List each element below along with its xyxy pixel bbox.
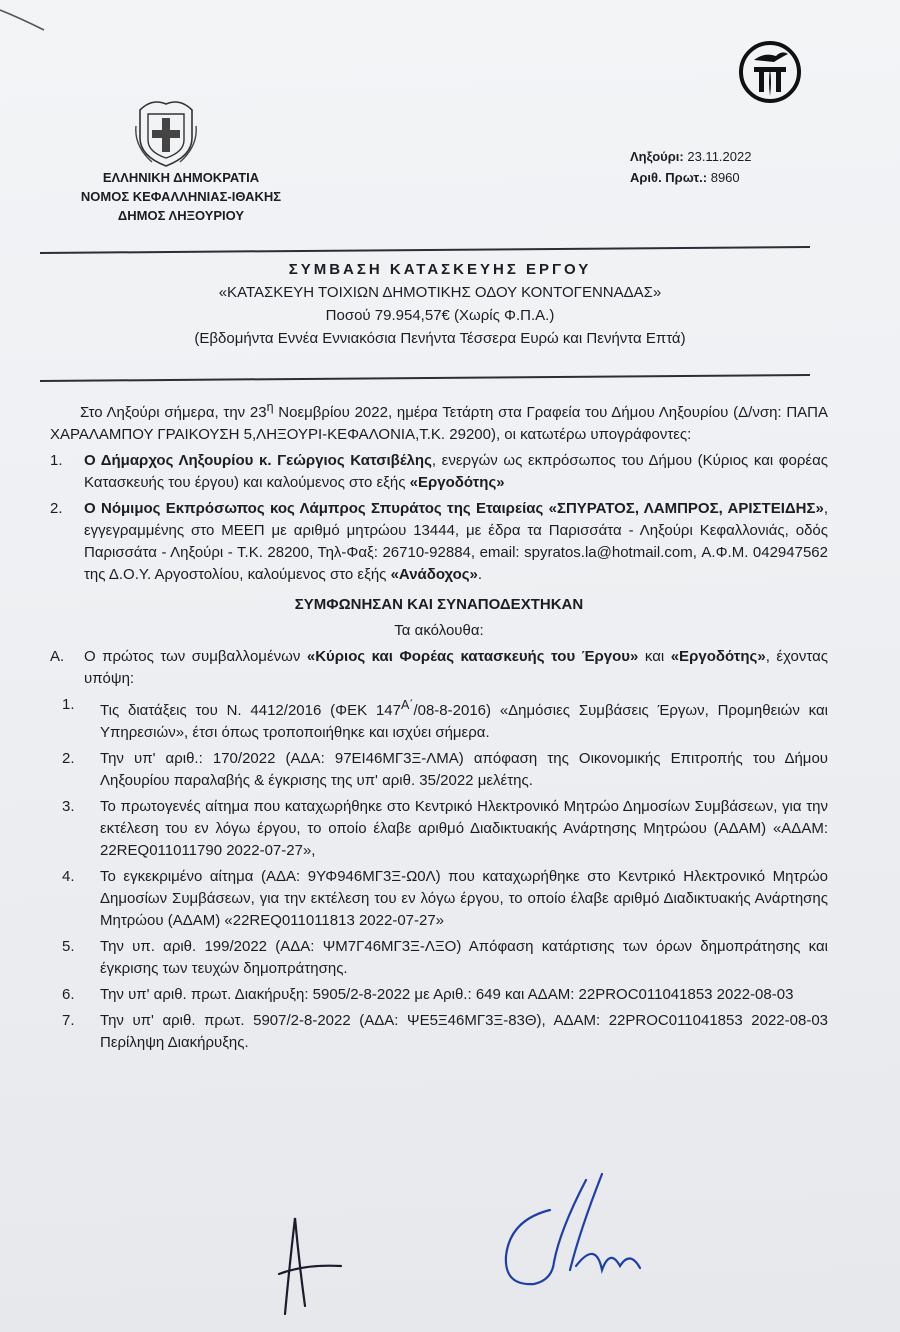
- list-item: [50, 936, 828, 980]
- party-1-role: «Εργοδότης»: [409, 474, 505, 491]
- authority-line-3: ΔΗΜΟΣ ΛΗΞΟΥΡΙΟΥ: [117, 208, 245, 223]
- employer-signature: [255, 1210, 350, 1320]
- party-1-name: Ο Δήμαρχος Ληξουρίου κ. Γεώργιος Κατσιβέλης: [84, 452, 432, 469]
- greek-coat-of-arms-emblem: [132, 96, 200, 168]
- item-number: 7.: [62, 1012, 75, 1029]
- municipality-logo: [738, 40, 802, 104]
- item-text-cont: /08-8-2016) «Δημόσιες Συμβάσεις Έργων, Προμηθειών και Υπηρεσιών», έτσι όπως τροποποιήθηκε και ισχύει σήμερα.: [100, 702, 828, 741]
- item-number: 4.: [62, 868, 75, 885]
- section-a-text-2: και: [638, 648, 671, 665]
- section-a-text-1: Ο πρώτος των συμβαλλομένων: [84, 648, 307, 665]
- intro-paragraph: [50, 396, 828, 446]
- following-label: Τα ακόλουθα:: [394, 622, 484, 639]
- party-2-name: Ο Νόμιμος Εκπρόσωπος κος Λάμπρος Σπυράτος της Εταιρείας «ΣΠΥΡΑΤΟΣ, ΛΑΜΠΡΟΣ, ΑΡΙΣΤΕΙΔΗΣ»: [84, 500, 824, 517]
- protocol-label: Αριθ. Πρωτ.:: [630, 170, 708, 185]
- date-value: 23.11.2022: [687, 149, 752, 164]
- list-item: [50, 866, 828, 932]
- project-name: «ΚΑΤΑΣΚΕΥΗ ΤΟΙΧΙΩΝ ΔΗΜΟΤΙΚΗΣ ΟΔΟΥ ΚΟΝΤΟΓΕΝΝΑΔΑΣ»: [218, 284, 662, 301]
- authority-line-2: ΝΟΜΟΣ ΚΕΦΑΛΛΗΝΙΑΣ-ΙΘΑΚΗΣ: [80, 189, 282, 204]
- protocol-number: [630, 167, 820, 188]
- party-1-number: 1.: [50, 452, 63, 469]
- item-number: 3.: [62, 798, 75, 815]
- paper-crease: [0, 0, 60, 40]
- contract-title: ΣΥΜΒΑΣΗ ΚΑΤΑΣΚΕΥΗΣ ΕΡΓΟΥ: [288, 261, 592, 278]
- item-text: Την υπ' αριθ. πρωτ. 5907/2-8-2022 (ΑΔΑ: ΨΕ5Ξ46ΜΓ3Ξ-83Θ), ΑΔΑΜ: 22PROC011041853 2022-08-03 Περίληψη Διακήρυξης.: [100, 1012, 828, 1051]
- item-text: Την υπ' αριθ.: 170/2022 (ΑΔΑ: 97ΕΙ46ΜΓ3Ξ-ΛΜΑ) απόφαση της Οικονομικής Επιτροπής του Δήμου Ληξουρίου παραλαβής & έγκρισης της υπ' αριθ. 35/2022 μελέτης.: [100, 750, 828, 789]
- party-2-role: «Ανάδοχος»: [390, 566, 478, 583]
- item-text: Την υπ. αριθ. 199/2022 (ΑΔΑ: ΨΜ7Γ46ΜΓ3Ξ-ΛΞΟ) Απόφαση κατάρτισης των όρων δημοπράτησης και έγκρισης των τευχών δημοπράτησης.: [100, 938, 828, 977]
- contract-amount-in-words: (Εβδομήντα Εννέα Εννιακόσια Πενήντα Τέσσερα Ευρώ και Πενήντα Επτά): [194, 330, 686, 347]
- item-number: 1.: [62, 696, 75, 713]
- item-number: 5.: [62, 938, 75, 955]
- authority-line-1: ΕΛΛΗΝΙΚΗ ΔΗΜΟΚΡΑΤΙΑ: [102, 170, 260, 185]
- title-divider: [40, 374, 810, 382]
- item-text: Το πρωτογενές αίτημα που καταχωρήθηκε στο Κεντρικό Ηλεκτρονικό Μητρώο Δημοσίων Συμβάσεων, για την εκτέλεση του εν λόγω έργου, το οποίο έλαβε αριθμό Διαδικτυακής Ανάρτησης Μητρώου (ΑΔΑΜ) «ΑΔΑΜ: 22REQ011011790 2022-07-27»,: [100, 798, 828, 859]
- party-2-text: , εγγεγραμμένης στο ΜΕΕΠ με αριθμό μητρώου 13444, με έδρα τα Παρισσάτα - Ληξούρι Κεφαλλονιάς, οδός Παρισσάτα - Ληξούρι - Τ.Κ. 28200, Τηλ-Φαξ: 26710-92884, email: spyratos.la@hotmail.com, Α.Φ.Μ. 042947562 της Δ.Ο.Υ. Αργοστολίου, καλούμενος στο εξής: [84, 500, 828, 583]
- item-text: Τις διατάξεις του Ν. 4412/2016 (ΦΕΚ 147: [100, 702, 401, 719]
- list-item: [50, 748, 828, 792]
- contractor-signature: [490, 1170, 660, 1300]
- party-1: [50, 450, 828, 494]
- date-label: Ληξούρι:: [630, 149, 684, 164]
- list-item: [50, 796, 828, 862]
- document-date: [630, 146, 820, 167]
- document-reference: [630, 146, 820, 188]
- agreed-heading: ΣΥΜΦΩΝΗΣΑΝ ΚΑΙ ΣΥΝΑΠΟΔΕΧΤΗΚΑΝ: [294, 596, 584, 613]
- party-2: [50, 498, 828, 586]
- contract-title-block: [100, 258, 780, 350]
- item-text: Το εγκεκριμένο αίτημα (ΑΔΑ: 9ΥΦ946ΜΓ3Ξ-Ω0Λ) που καταχωρήθηκε στο Κεντρικό Ηλεκτρονικό Μητρώο Δημοσίων Συμβάσεων, για την εκτέλεση του εν λόγω έργου, το οποίο έλαβε αριθμό Διαδικτυακής Ανάρτησης Μητρώου (ΑΔΑΜ) «22REQ011011813 2022-07-27»: [100, 868, 828, 929]
- intro-text-2: Νοεμβρίου 2022, ημέρα Τετάρτη στα Γραφεία του Δήμου Ληξουρίου (Δ/νση: ΠΑΠΑ ΧΑΡΑΛΑΜΠΟΥ ΓΡΑΙΚΟΥΣΗ 5,ΛΗΞΟΥΡΙ-ΚΕΦΑΛΟΝΙΑ,Τ.Κ. 29200), οι κατωτέρω υπογράφοντες:: [50, 404, 828, 443]
- item-number: 6.: [62, 986, 75, 1003]
- protocol-value: 8960: [710, 170, 740, 185]
- issuing-authority: [56, 168, 306, 225]
- item-number: 2.: [62, 750, 75, 767]
- contract-body: [50, 396, 828, 1054]
- section-a-label: Α.: [50, 648, 65, 665]
- party-1-text: , ενεργών ως εκπρόσωπος του Δήμου (Κύριος και φορέας Κατασκευής του έργου) και καλούμενος στο εξής: [84, 452, 828, 491]
- intro-text-1: Στο Ληξούρι σήμερα, την 23: [80, 404, 267, 421]
- item-text: Την υπ' αριθ. πρωτ. Διακήρυξη: 5905/2-8-2022 με Αριθ.: 649 και ΑΔΑΜ: 22PROC011041853 2022-08-03: [100, 986, 794, 1003]
- section-a-text-3: , έχοντας υπόψη:: [84, 648, 828, 687]
- section-a-owner: «Κύριος και Φορέας κατασκευής του Έργου»: [306, 648, 639, 665]
- section-a: [50, 646, 828, 690]
- party-2-end: .: [477, 566, 483, 583]
- contract-amount: Ποσού 79.954,57€ (Χωρίς Φ.Π.Α.): [325, 307, 555, 324]
- intro-superscript: η: [266, 400, 274, 414]
- party-2-number: 2.: [50, 500, 63, 517]
- section-a-employer: «Εργοδότης»: [670, 648, 766, 665]
- list-item: [50, 694, 828, 744]
- item-superscript: Α΄: [400, 698, 414, 712]
- list-item: [50, 984, 828, 1006]
- header-divider: [40, 246, 810, 254]
- list-item: [50, 1010, 828, 1054]
